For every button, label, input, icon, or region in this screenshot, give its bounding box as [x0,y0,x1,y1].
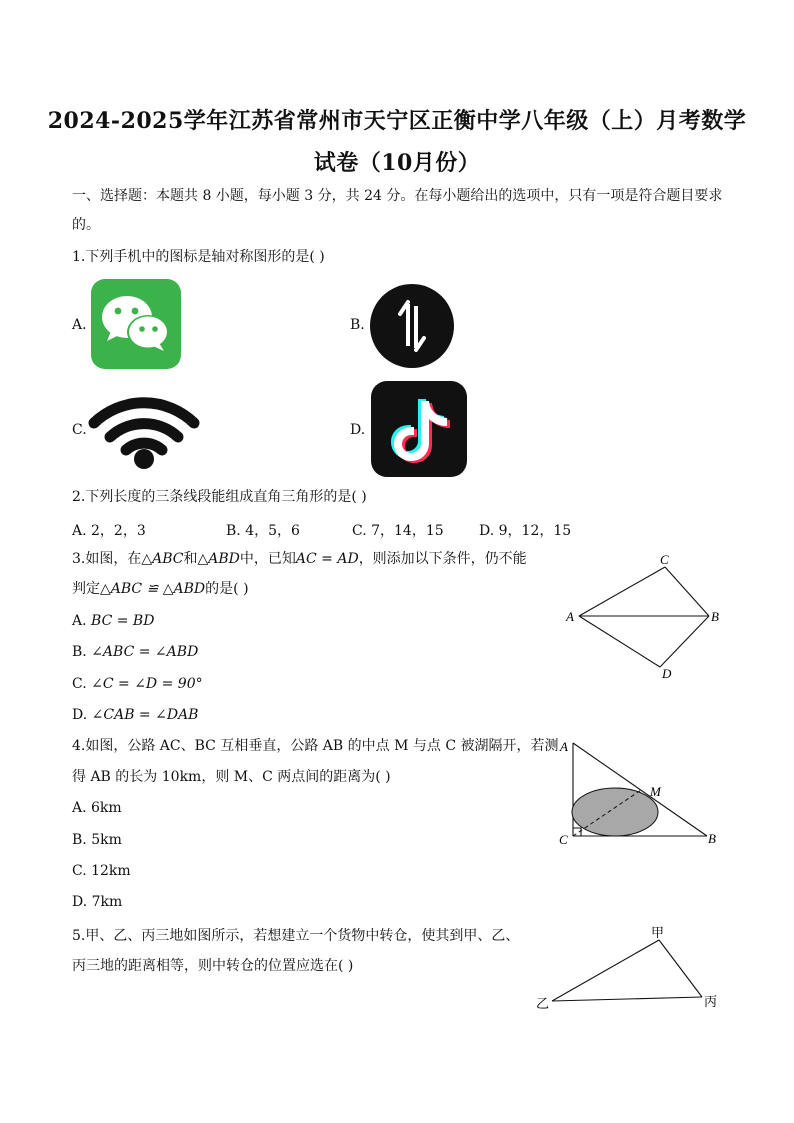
q2-option-c: C. 7，14，15 [352,523,444,539]
q1-option-d-label: D. [350,422,366,438]
q2-option-d: D. 9，12，15 [479,523,572,539]
q2-option-b: B. 4，5，6 [226,523,300,539]
q3-figure [560,550,730,680]
q2-option-a: A. 2，2，3 [72,523,146,539]
q3-label-b: B [711,609,719,624]
question-1-stem: 1.下列手机中的图标是轴对称图形的是( ) [72,249,325,265]
page-title-line2: 试卷（10月份） [313,150,481,176]
q3-stem-text-f: 的是( ) [205,581,249,597]
q4-label-m: M [650,784,661,799]
q4-label-c: C [559,832,568,847]
q3-option-a: A. BC = BD [72,613,155,629]
q1-option-a-label: A. [72,317,87,333]
wifi-icon [88,383,200,471]
q3-stem-text-b: 和 [183,551,198,567]
q4-option-a: A. 6km [72,800,122,816]
q5-figure [532,924,732,1014]
q4-label-a: A [560,739,568,754]
q3-label-c: C [660,552,669,567]
q1-option-b-label: B. [350,317,365,333]
q5-label-bing: 丙 [704,994,718,1009]
q4-label-b: B [708,831,716,846]
q3-triangle-abc: △ABC [141,551,184,567]
q3-stem-text-c: 中，已知 [239,551,296,567]
wechat-icon [91,279,181,369]
q5-label-yi: 乙 [536,996,550,1011]
q3-stem-text-e: 判定 [72,581,100,597]
q5-label-jia: 甲 [651,925,665,940]
question-4-stem-line2: 得 AB 的长为 10km，则 M、C 两点间的距离为( ) [72,769,391,785]
section-intro-line2: 的。 [72,217,100,233]
q3-option-b: B. ∠ABC = ∠ABD [72,644,199,660]
q3-triangle-abd: △ABD [197,551,240,567]
question-5-stem-line2: 丙三地的距离相等，则中转仓的位置应选在( ) [72,958,354,974]
transfer-arrows-icon [370,284,454,368]
tiktok-icon [371,381,467,477]
q4-option-d: D. 7km [72,894,123,910]
q3-congruence: △ABC ≌ △ABD [100,581,206,597]
question-3-stem-line2 [72,579,249,599]
q4-option-b: B. 5km [72,832,122,848]
q3-condition-ac-ad: AC = AD [295,551,359,567]
question-2-stem: 2.下列长度的三条线段能组成直角三角形的是( ) [72,489,367,505]
q3-label-a: A [566,609,574,624]
q3-label-d: D [662,666,672,680]
q3-stem-text-d: ，则添加以下条件，仍不能 [358,551,527,567]
q4-option-c: C. 12km [72,863,131,879]
q4-figure [555,735,730,850]
section-intro-line1: 一、选择题：本题共 8 小题，每小题 3 分，共 24 分。在每小题给出的选项中，只有一项是符合题目要求 [72,188,723,204]
question-3-stem-line1 [72,549,527,569]
question-4-stem-line1: 4.如图，公路 AC、BC 互相垂直，公路 AB 的中点 M 与点 C 被湖隔开，若测 [72,738,559,754]
q1-option-c-label: C. [72,422,87,438]
lake-ellipse [572,788,658,836]
q3-option-d: D. ∠CAB = ∠DAB [72,707,199,723]
page-title-line1: 2024-2025学年江苏省常州市天宁区正衡中学八年级（上）月考数学 [47,108,747,134]
q3-stem-text-a: 3.如图，在 [72,551,142,567]
question-5-stem-line1: 5.甲、乙、丙三地如图所示，若想建立一个货物中转仓，使其到甲、乙、 [72,928,520,944]
q3-option-c: C. ∠C = ∠D = 90° [72,676,203,692]
